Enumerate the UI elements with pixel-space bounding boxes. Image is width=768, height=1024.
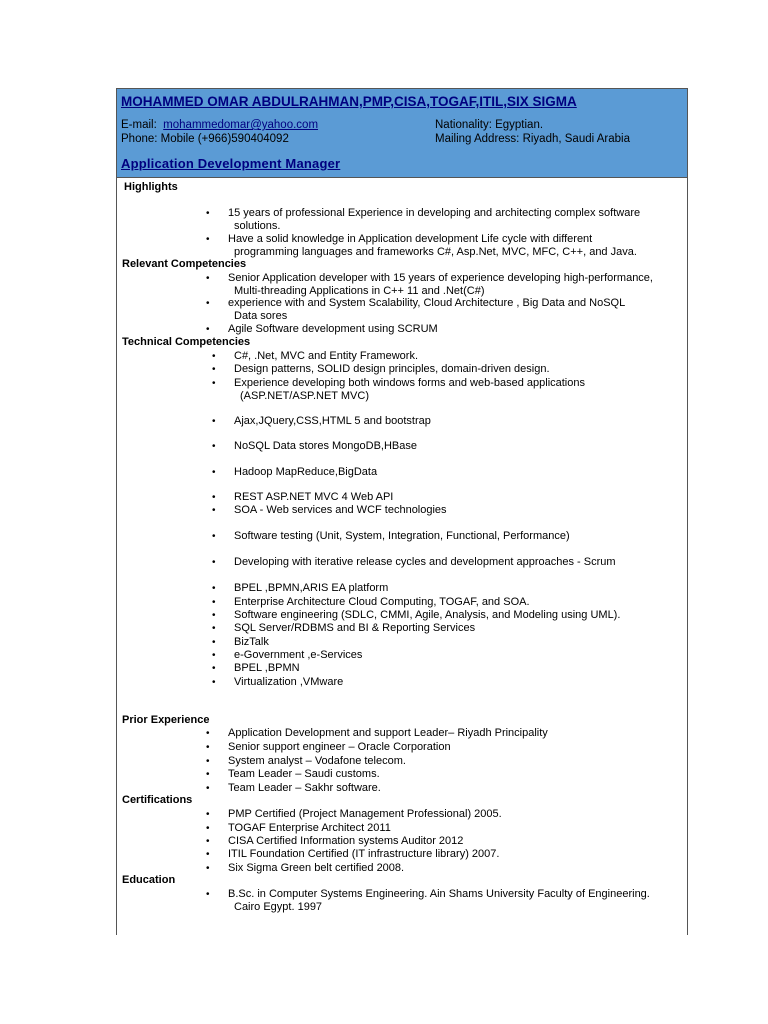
list-item-text: Senior support engineer – Oracle Corporation: [228, 741, 451, 753]
bullet-icon: •: [212, 623, 216, 634]
bullet-icon: •: [212, 505, 216, 516]
bullet-icon: •: [212, 597, 216, 608]
list-item-text: Agile Software development using SCRUM: [228, 323, 438, 335]
list-item: [206, 822, 391, 835]
list-item: [206, 272, 653, 298]
list-item: [212, 363, 550, 376]
list-item-text: Developing with iterative release cycles and development approaches - Scrum: [234, 556, 616, 568]
list-item: [212, 504, 447, 517]
bullet-icon: •: [212, 663, 216, 674]
list-item: [212, 466, 378, 479]
list-item-text: Have a solid knowledge in Application development Life cycle with different: [228, 233, 593, 245]
list-item: [206, 323, 438, 336]
section-heading-education: Education: [122, 874, 176, 886]
list-item-text: Team Leader – Saudi customs.: [228, 768, 380, 780]
list-item-text: B.Sc. in Computer Systems Engineering. Ain Shams University Faculty of Engineering.: [228, 888, 650, 900]
resume-header: [117, 89, 687, 178]
bullet-icon: •: [206, 783, 210, 794]
bullet-icon: •: [212, 677, 216, 688]
bullet-icon: •: [212, 416, 216, 427]
list-item-text: Experience developing both windows forms and web-based applications: [234, 377, 585, 389]
list-item-text: Software testing (Unit, System, Integration, Functional, Performance): [234, 530, 570, 542]
list-item: [206, 862, 405, 875]
mailing-address-line: Mailing Address: Riyadh, Saudi Arabia: [435, 133, 630, 145]
bullet-icon: •: [212, 378, 216, 389]
list-item: [206, 207, 641, 233]
bullet-icon: •: [206, 298, 210, 309]
bullet-icon: •: [212, 650, 216, 661]
bullet-icon: •: [206, 889, 210, 900]
list-item-text: PMP Certified (Project Management Professional) 2005.: [228, 808, 502, 820]
list-item-continuation: Data sores: [234, 310, 288, 322]
list-item: [212, 440, 418, 453]
bullet-icon: •: [206, 836, 210, 847]
list-item: [212, 596, 530, 609]
bullet-icon: •: [212, 492, 216, 503]
bullet-icon: •: [206, 756, 210, 767]
section-heading-prior: Prior Experience: [122, 714, 210, 726]
bullet-icon: •: [212, 441, 216, 452]
list-item: [206, 888, 650, 914]
bullet-icon: •: [212, 531, 216, 542]
list-item: [206, 768, 380, 781]
bullet-icon: •: [212, 364, 216, 375]
bullet-icon: •: [212, 610, 216, 621]
list-item: [206, 741, 451, 754]
list-item-text: System analyst – Vodafone telecom.: [228, 755, 406, 767]
list-item-continuation: Cairo Egypt. 1997: [234, 901, 323, 913]
list-item: [212, 609, 621, 622]
bullet-icon: •: [206, 863, 210, 874]
list-item-text: Six Sigma Green belt certified 2008.: [228, 862, 405, 874]
list-item: [212, 676, 344, 689]
list-item: [212, 582, 389, 595]
bullet-icon: •: [212, 351, 216, 362]
bullet-icon: •: [212, 557, 216, 568]
candidate-name: MOHAMMED OMAR ABDULRAHMAN,PMP,CISA,TOGAF,ITIL,SIX SIGMA: [121, 94, 577, 109]
bullet-icon: •: [206, 769, 210, 780]
list-item-text: 15 years of professional Experience in developing and architecting complex software: [228, 207, 641, 219]
bullet-icon: •: [206, 273, 210, 284]
bullet-icon: •: [206, 324, 210, 335]
bullet-icon: •: [206, 742, 210, 753]
list-item-text: Virtualization ,VMware: [234, 676, 344, 688]
list-item: [206, 727, 548, 740]
bullet-icon: •: [206, 823, 210, 834]
section-heading-certifications: Certifications: [122, 794, 193, 806]
list-item: [206, 755, 406, 768]
list-item: [212, 649, 363, 662]
email-label: E-mail:: [121, 119, 157, 131]
list-item: [212, 530, 570, 543]
list-item-text: REST ASP.NET MVC 4 Web API: [234, 491, 394, 503]
list-item: [206, 297, 626, 323]
list-item: [206, 808, 502, 821]
list-item: [212, 556, 616, 569]
list-item: [212, 377, 585, 403]
list-item-text: SQL Server/RDBMS and BI & Reporting Services: [234, 622, 476, 634]
list-item-text: BPEL ,BPMN: [234, 662, 300, 674]
section-heading-technical: Technical Competencies: [122, 336, 251, 348]
list-item-continuation: (ASP.NET/ASP.NET MVC): [240, 390, 369, 402]
list-item: [212, 622, 476, 635]
job-title: Application Development Manager: [121, 156, 341, 171]
list-item: [212, 662, 300, 675]
list-item-text: Hadoop MapReduce,BigData: [234, 466, 378, 478]
list-item-continuation: solutions.: [234, 220, 281, 232]
list-item-text: SOA - Web services and WCF technologies: [234, 504, 447, 516]
list-item-text: CISA Certified Information systems Auditor 2012: [228, 835, 464, 847]
email-link[interactable]: mohammedomar@yahoo.com: [163, 119, 319, 131]
list-item-text: Ajax,JQuery,CSS,HTML 5 and bootstrap: [234, 415, 431, 427]
section-heading-relevant: Relevant Competencies: [122, 258, 247, 270]
list-item: [212, 491, 394, 504]
email-line: [121, 119, 318, 131]
bullet-icon: •: [212, 637, 216, 648]
list-item-text: ITIL Foundation Certified (IT infrastructure library) 2007.: [228, 848, 500, 860]
list-item-text: Design patterns, SOLID design principles, domain-driven design.: [234, 363, 550, 375]
bullet-icon: •: [212, 583, 216, 594]
list-item-text: BPEL ,BPMN,ARIS EA platform: [234, 582, 389, 594]
list-item: [206, 848, 500, 861]
list-item-text: Team Leader – Sakhr software.: [228, 782, 381, 794]
list-item-text: e-Government ,e-Services: [234, 649, 363, 661]
list-item-continuation: programming languages and frameworks C#, Asp.Net, MVC, MFC, C++, and Java.: [234, 246, 637, 258]
bullet-icon: •: [206, 234, 210, 245]
list-item: [212, 636, 269, 649]
list-item-text: Software engineering (SDLC, CMMI, Agile, Analysis, and Modeling using UML).: [234, 609, 621, 621]
list-item: [206, 835, 464, 848]
list-item: [206, 782, 381, 795]
bullet-icon: •: [206, 208, 210, 219]
list-item-text: TOGAF Enterprise Architect 2011: [228, 822, 391, 834]
list-item-text: C#, .Net, MVC and Entity Framework.: [234, 350, 418, 362]
list-item-text: BizTalk: [234, 636, 269, 648]
list-item-continuation: Multi-threading Applications in C++ 11 and .Net(C#): [234, 285, 485, 297]
bullet-icon: •: [206, 728, 210, 739]
list-item-text: NoSQL Data stores MongoDB,HBase: [234, 440, 418, 452]
list-item: [212, 350, 418, 363]
bullet-icon: •: [206, 809, 210, 820]
section-heading-highlights: Highlights: [124, 181, 178, 193]
list-item-text: Enterprise Architecture Cloud Computing, TOGAF, and SOA.: [234, 596, 530, 608]
list-item: [206, 233, 637, 259]
phone-line: Phone: Mobile (+966)590404092: [121, 133, 289, 145]
list-item-text: Senior Application developer with 15 years of experience developing high-performance,: [228, 272, 653, 284]
nationality-line: Nationality: Egyptian.: [435, 119, 544, 131]
list-item: [212, 415, 431, 428]
list-item-text: Application Development and support Leader– Riyadh Principality: [228, 727, 548, 739]
bullet-icon: •: [212, 467, 216, 478]
bullet-icon: •: [206, 849, 210, 860]
list-item-text: experience with and System Scalability, Cloud Architecture , Big Data and NoSQL: [228, 297, 626, 309]
